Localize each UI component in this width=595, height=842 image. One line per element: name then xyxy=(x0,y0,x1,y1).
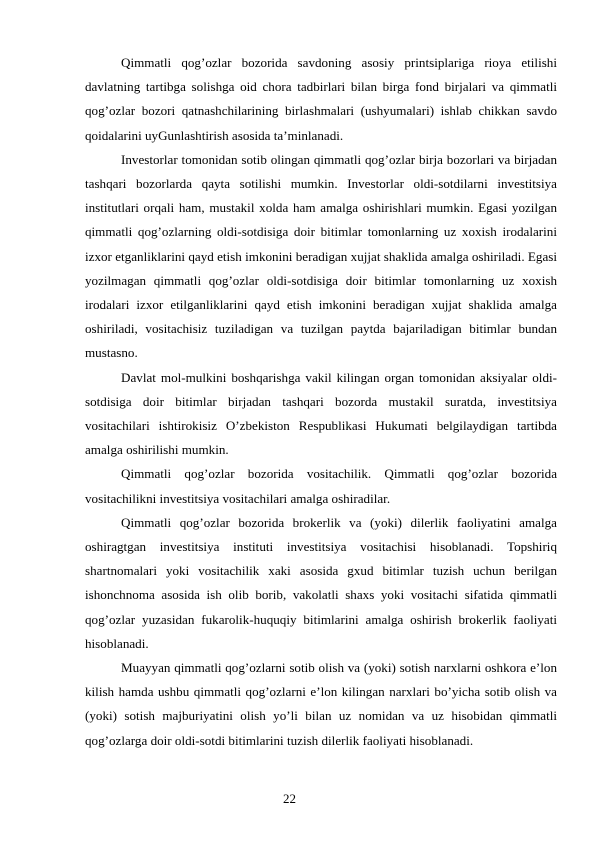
paragraph-dealer-activity: Muayyan qimmatli qog’ozlarni sotib olish va (yoki) sotish narxlarni oshkora e’lon kilish hamda ushbu qimmatli qog’ozlarni e’lon kilingan narxlari bo’yicha sotib olish va (yoki) sotish majburiyatini olish yo’li bilan uz nomidan va uz hisobidan qimmatli qog’ozlarga doir oldi-sotdi bitimlarini tuzish dilerlik faoliyati hisoblanadi. xyxy=(85,660,557,748)
paragraph-intermediation: Qimmatli qog’ozlar bozorida vositachilik. Qimmatli qog’ozlar bozorida vositachilikni investitsiya vositachilari amalga oshiradilar. xyxy=(85,466,557,506)
paragraph-state-property: Davlat mol-mulkini boshqarishga vakil kilingan organ tomonidan aksiyalar oldi-sotdisiga doir bitimlar birjadan tashqari bozorda mustakil suratda, investitsiya vositachilari ishtirokisiz O’zbekiston Respublikasi Hukumati belgilaydigan tartibda amalga oshirilishi mumkin. xyxy=(85,369,557,458)
paragraph-investor-resale: Investorlar tomonidan sotib olingan qimmatli qog’ozlar birja bozorlari va birjadan tashqari bozorlarda qayta sotilishi mumkin. Investorlar oldi-sotdilarni investitsiya institutlari orqali ham, mustakil xolda ham amalga oshirishlari mumkin. Egasi yozilgan qimmatli qog’ozlarning oldi-sotdisiga doir bitimlar tomonlarning uz xoxish irodalarini izxor etganliklarini qayd etish imkonini beradigan xujjat shaklida amalga oshiriladi. Egasi yozilmagan qimmatli qog’ozlar oldi-sotdisiga doir bitimlar tomonlarning uz xoxish irodalari izxor etilganliklarini qayd etish imkonini beradigan xujjat shaklida amalga oshiriladi, vositachisiz tuziladigan va tuzilgan paytda bajariladigan bitimlar bundan mustasno. xyxy=(85,151,557,361)
paragraph-market-principles: Qimmatli qog’ozlar bozorida savdoning asosiy printsiplariga rioya etilishi davlatning tartibga solishga oid chora tadbirlari bilan birga fond birjalari va qimmatli qog’ozlar bozori qatnashchilarining birlashmalari (ushyumalari) ishlab chikkan savdo qoidalarini uyGunlashtirish asosida ta’minlanadi. xyxy=(85,55,557,143)
page-number xyxy=(0,791,595,807)
page-number-text: 22 xyxy=(283,791,296,806)
paragraph-brokerage: Qimmatli qog’ozlar bozorida brokerlik va (yoki) dilerlik faoliyatini amalga oshiragtgan investitsiya instituti investitsiya vositachisi hisoblanadi. Topshiriq shartnomalari yoki vositachilik xaki asosida gxud bitimlar tuzish uchun berilgan ishonchnoma asosida ish olib borib, vakolatli shaxs yoki vositachi sifatida qimmatli qog’ozlar yuzasidan fukarolik-huquqiy bitimlarini amalga oshirish brokerlik faoliyati hisoblanadi. xyxy=(85,514,557,651)
document-body xyxy=(85,51,557,753)
